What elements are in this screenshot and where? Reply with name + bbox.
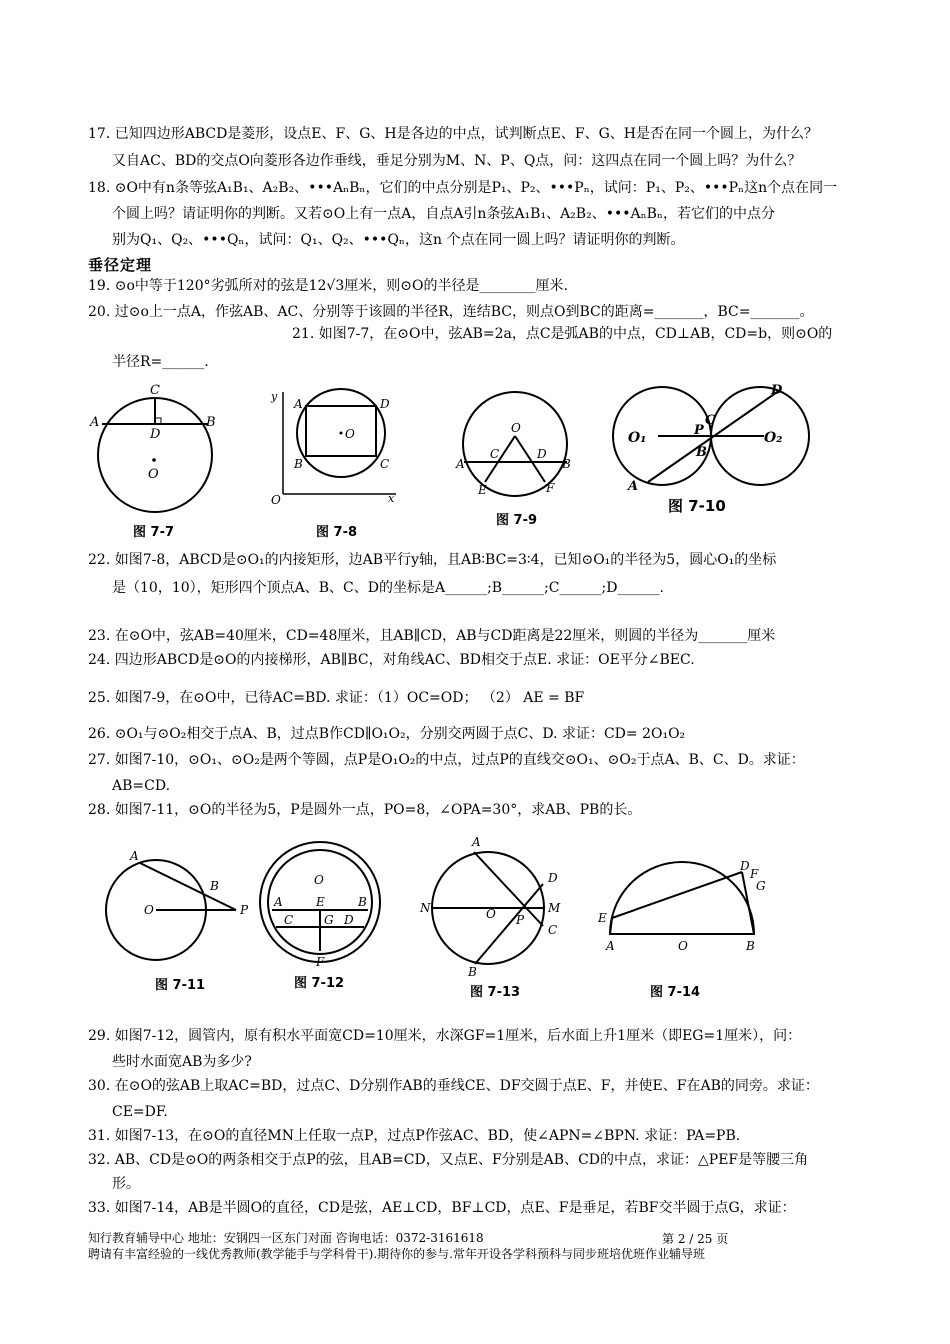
svg-text:A: A <box>294 397 303 411</box>
q30-line2: CE=DF. <box>112 1104 168 1120</box>
svg-text:F: F <box>750 867 759 881</box>
figure-row-2 <box>88 832 868 982</box>
svg-text:B: B <box>210 879 219 893</box>
svg-text:C: C <box>150 383 160 398</box>
caption-7-8: 图 7-8 <box>316 525 358 540</box>
svg-text:O: O <box>144 903 154 917</box>
q23: 23. 在⊙O中，弦AB=40厘米，CD=48厘米，且AB∥CD，AB与CD距离是22厘米，则圆的半径为_______厘米 <box>88 628 776 644</box>
figure-7-14 <box>597 859 766 953</box>
svg-text:A: A <box>456 457 465 471</box>
svg-text:A: A <box>472 835 481 849</box>
svg-text:D: D <box>771 383 783 398</box>
section-heading: 垂径定理 <box>88 256 153 274</box>
svg-text:M: M <box>548 901 561 915</box>
svg-text:B: B <box>206 415 216 430</box>
svg-text:P: P <box>694 423 704 438</box>
caption-7-13: 图 7-13 <box>470 985 521 1000</box>
figure-7-10 <box>613 383 809 494</box>
svg-text:A: A <box>274 895 283 909</box>
caption-7-12: 图 7-12 <box>294 976 345 991</box>
svg-text:F: F <box>546 481 555 495</box>
svg-text:O₁: O₁ <box>628 430 647 446</box>
footer-slogan: 聘请有丰富经验的一线优秀教师(教学能手与学科骨干).期待你的参与.常年开设各学科预科与同步班培优班作业辅导班 <box>88 1247 705 1261</box>
svg-text:x: x <box>388 492 395 505</box>
caption-7-10: 图 7-10 <box>668 497 726 515</box>
svg-text:F: F <box>316 955 325 969</box>
svg-text:B: B <box>746 939 755 953</box>
svg-text:A: A <box>628 479 639 494</box>
svg-text:D: D <box>344 913 354 927</box>
q21-line2: 半径R=______. <box>112 354 209 370</box>
figure-7-9 <box>455 392 571 497</box>
q31: 31. 如图7-13，在⊙O的直径MN上任取一点P，过点P作弦AC、BD，使∠APN=∠BPN. 求证：PA=PB. <box>88 1128 741 1144</box>
svg-text:y: y <box>271 390 278 403</box>
svg-text:C: C <box>284 913 294 927</box>
svg-text:O: O <box>148 467 159 482</box>
svg-text:E: E <box>598 911 607 925</box>
svg-text:A: A <box>606 939 615 953</box>
figure-7-7 <box>89 383 216 512</box>
svg-text:E: E <box>316 895 325 909</box>
svg-text:A: A <box>90 415 100 430</box>
svg-text:O: O <box>345 427 355 441</box>
q17-line2: 又自AC、BD的交点O向菱形各边作垂线，垂足分别为M、N、P、Q点，问：这四点在同一个圆上吗？为什么？ <box>112 153 802 169</box>
svg-text:O: O <box>678 939 688 953</box>
q25: 25. 如图7-9，在⊙O中，已待AC=BD. 求证：（1）OC=OD； （2） AE = BF <box>88 690 585 706</box>
svg-text:B: B <box>468 965 477 979</box>
caption-7-9: 图 7-9 <box>496 513 538 528</box>
svg-text:O: O <box>486 907 496 921</box>
q19: 19. ⊙o中等于120°劣弧所对的弦是12√3厘米，则⊙O的半径是________厘米. <box>88 278 568 294</box>
svg-text:D: D <box>537 447 547 461</box>
q26: 26. ⊙O₁与⊙O₂相交于点A、B，过点B作CD∥O₁O₂，分别交两圆于点C、D. 求证：CD= 2O₁O₂ <box>88 726 686 742</box>
figure-7-13 <box>419 835 561 979</box>
q27-line2: AB=CD. <box>112 778 171 794</box>
svg-text:B: B <box>696 445 707 460</box>
svg-text:O₂: O₂ <box>764 430 783 446</box>
svg-text:D: D <box>740 859 750 873</box>
q24: 24. 四边形ABCD是⊙O的内接梯形，AB∥BC，对角线AC、BD相交于点E. 求证：OE平分∠BEC. <box>88 652 695 668</box>
figure-7-8 <box>270 389 396 507</box>
caption-7-14: 图 7-14 <box>650 985 701 1000</box>
q18-line1: 18. ⊙O中有n条等弦A₁B₁、A₂B₂、•••AₙBₙ，它们的中点分别是P₁、P₂、•••Pₙ，试问：P₁、P₂、•••Pₙ这n个点在同一 <box>88 180 838 196</box>
q32-line1: 32. AB、CD是⊙O的两条相交于点P的弦，且AB=CD，又点E、F分别是AB、CD的中点，求证：△PEF是等腰三角 <box>88 1152 809 1168</box>
q33: 33. 如图7-14，AB是半圆O的直径，CD是弦，AE⊥CD，BF⊥CD，点E、F是垂足，若BF交半圆于点G，求证： <box>88 1200 796 1216</box>
q30-line1: 30. 在⊙O的弦AB上取AC=BD，过点C、D分别作AB的垂线CE、DF交圆于点E、F，并使E、F在AB的同旁。求证： <box>88 1078 819 1094</box>
caption-7-11: 图 7-11 <box>155 978 206 993</box>
figure-7-12 <box>260 842 380 969</box>
caption-7-7: 图 7-7 <box>133 525 175 540</box>
svg-text:A: A <box>130 849 139 863</box>
svg-text:G: G <box>324 913 334 927</box>
svg-text:O: O <box>511 421 521 435</box>
svg-text:P: P <box>516 913 525 927</box>
q18-line2: 个圆上吗？请证明你的判断。又若⊙O上有一点A，自点A引n条弦A₁B₁、A₂B₂、•••AₙBₙ，若它们的中点分 <box>112 206 775 222</box>
q27-line1: 27. 如图7-10，⊙O₁、⊙O₂是两个等圆，点P是O₁O₂的中点，过点P的直线交⊙O₁、⊙O₂于点A、B、C、D。求证： <box>88 752 805 768</box>
q20: 20. 过⊙o上一点A，作弦AB、AC、分别等于该圆的半径R，连结BC，则点O到BC的距离=_______，BC=_______。 <box>88 304 814 320</box>
q29-line2: 些时水面宽AB为多少? <box>112 1054 252 1070</box>
svg-text:G: G <box>756 879 766 893</box>
svg-text:O: O <box>314 873 324 887</box>
figure-7-11 <box>106 849 249 960</box>
q29-line1: 29. 如图7-12，圆管内，原有积水平面宽CD=10厘米，水深GF=1厘米，后水面上升1厘米（即EG=1厘米），问： <box>88 1028 802 1044</box>
q28: 28. 如图7-11，⊙O的半径为5，P是圆外一点，PO=8，∠OPA=30°，求AB、PB的长。 <box>88 802 642 818</box>
svg-text:C: C <box>548 923 558 937</box>
svg-text:D: D <box>548 871 558 885</box>
q17-line1: 17. 已知四边形ABCD是菱形，设点E、F、G、H是各边的中点，试判断点E、F、G、H是否在同一个圆上，为什么？ <box>88 126 818 142</box>
footer-page-number: 第 2 / 25 页 <box>662 1232 729 1246</box>
svg-text:D: D <box>380 397 390 411</box>
svg-text:C: C <box>490 447 500 461</box>
q22-line2: 是（10，10），矩形四个顶点A、B、C、D的坐标是A______;B______;C______;D______. <box>112 580 664 596</box>
svg-text:D: D <box>150 427 161 442</box>
svg-text:P: P <box>240 903 249 917</box>
q22-line1: 22. 如图7-8，ABCD是⊙O₁的内接矩形，边AB平行y轴，且AB∶BC=3∶4，已知⊙O₁的半径为5，圆心O₁的坐标 <box>88 552 777 568</box>
svg-text:B: B <box>294 457 303 471</box>
svg-text:C: C <box>705 413 716 428</box>
svg-text:O: O <box>271 493 281 507</box>
svg-text:B: B <box>562 457 571 471</box>
svg-text:B: B <box>358 895 367 909</box>
q21-line1: 21. 如图7-7，在⊙O中，弦AB=2a，点C是弧AB的中点，CD⊥AB，CD=b，则⊙O的 <box>292 326 833 342</box>
q18-line3: 别为Q₁、Q₂、•••Qₙ，试问：Q₁、Q₂、•••Qₙ，这n 个点在同一圆上吗？请证明你的判断。 <box>112 232 685 248</box>
svg-text:E: E <box>478 483 487 497</box>
figure-row-1 <box>88 382 878 532</box>
q32-line2: 形。 <box>112 1176 140 1192</box>
footer-address: 知行教育辅导中心 地址：安钢四一区东门对面 咨询电话：0372-3161618 <box>88 1231 484 1245</box>
svg-text:N: N <box>420 901 431 915</box>
svg-text:C: C <box>380 457 390 471</box>
